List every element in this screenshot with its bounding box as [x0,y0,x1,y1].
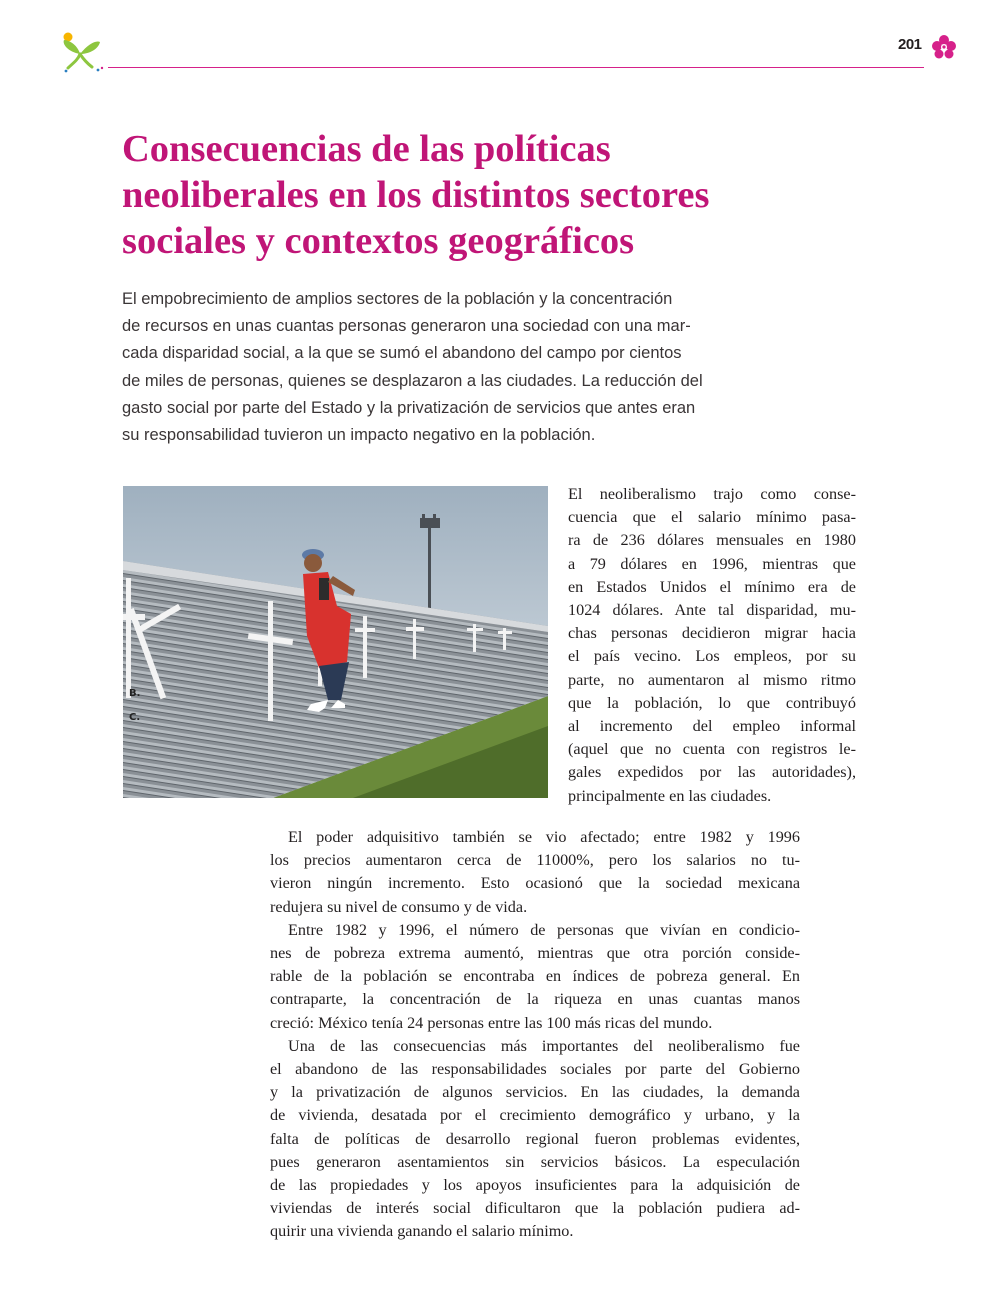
body-line: nes de pobreza extrema aumentó, mientras que otra porción conside- [270,944,800,963]
body-line: y la privatización de algunos servicios. En las ciudades, la demanda [270,1083,800,1102]
side-line: (aquel que no cuenta con registros le- [568,740,856,759]
side-line: que la población, lo que contribuyó [568,693,856,712]
body-line: falta de políticas de desarrollo regional fueron problemas evidentes, [270,1129,800,1148]
side-line: 1024 dólares. Ante tal disparidad, mu- [568,601,856,620]
body-line: redujera su nivel de consumo y de vida. [270,897,528,916]
title-line: neoliberales en los distintos sectores [122,174,710,216]
body-line: quirir una vivienda ganando el salario mínimo. [270,1222,574,1241]
side-line: el país vecino. Los empleos, por su [568,647,856,666]
leaf-logo-icon [58,30,104,74]
intro-line: gasto social por parte del Estado y la privatización de servicios que antes eran [122,398,696,417]
intro-line: de recursos en unas cuantas personas generaron una sociedad con una mar- [122,317,691,336]
side-line: El neoliberalismo trajo como conse- [568,485,856,503]
body-line: Una de las consecuencias más importantes del neoliberalismo fue [288,1036,800,1055]
body-paragraphs [270,826,800,1244]
body-line: creció: México tenía 24 personas entre las 100 más ricas del mundo. [270,1013,713,1032]
border-wall-photo [123,486,548,798]
side-line: parte, no aumentaron al mismo ritmo [568,670,856,689]
body-line: el abandono de las responsabilidades sociales por parte del Gobierno [270,1060,800,1079]
intro-line: de miles de personas, quienes se desplazaron a las ciudades. La reducción del [122,371,703,390]
title-line: sociales y contextos geográficos [122,220,635,262]
side-line: ra de 236 dólares mensuales en 1980 [568,531,856,550]
side-line: principalmente en las ciudades. [568,786,772,805]
intro-line: cada disparidad social, a la que se sumó el abandono del campo por cientos [122,344,682,363]
intro-line: su responsabilidad tuvieron un impacto negativo en la población. [122,426,596,445]
body-line: contraparte, la concentración de la riqueza en unas cuantas manos [270,990,800,1009]
intro-line: El empobrecimiento de amplios sectores de la población y la concentración [122,290,673,308]
side-paragraph [568,483,856,808]
side-line: en Estados Unidos el mínimo era de [568,577,856,596]
side-line: a 79 dólares en 1996, mientras que [568,554,856,573]
page-number: 201 [898,36,922,53]
body-line: Entre 1982 y 1996, el número de personas que vivían en condicio- [288,920,800,939]
photo-letter-c: C. [129,712,141,723]
side-line: gales expedidos por las autoridades), [568,763,856,782]
photo-letter-b: B. [129,688,141,699]
body-line: vieron ningún incremento. Esto ocasionó que la sociedad mexicana [270,874,800,893]
body-line: los precios aumentaron cerca de 11000%, pero los salarios no tu- [270,851,800,870]
side-line: al incremento del empleo informal [568,717,856,736]
flower-icon [930,34,958,60]
side-line: chas personas decidieron migrar hacia [568,624,856,643]
side-line: cuencia que el salario mínimo pasa- [568,508,856,527]
body-line: de vivienda, desatada por el crecimiento demográfico y urbano, y la [270,1106,800,1125]
title-line: Consecuencias de las políticas [122,128,611,170]
page-title [122,126,822,264]
body-line: viviendas de interés social dificultaron que la población pudiera ad- [270,1199,800,1218]
body-line: pues generaron asentamientos sin servicios básicos. La especulación [270,1152,800,1171]
body-line: El poder adquisitivo también se vio afectado; entre 1982 y 1996 [288,828,800,846]
header-rule [108,67,924,68]
body-line: rable de la población se encontraba en índices de pobreza general. En [270,967,800,986]
intro-paragraph [122,286,742,449]
body-line: de las propiedades y los apoyos insuficientes para la adquisición de [270,1176,800,1195]
